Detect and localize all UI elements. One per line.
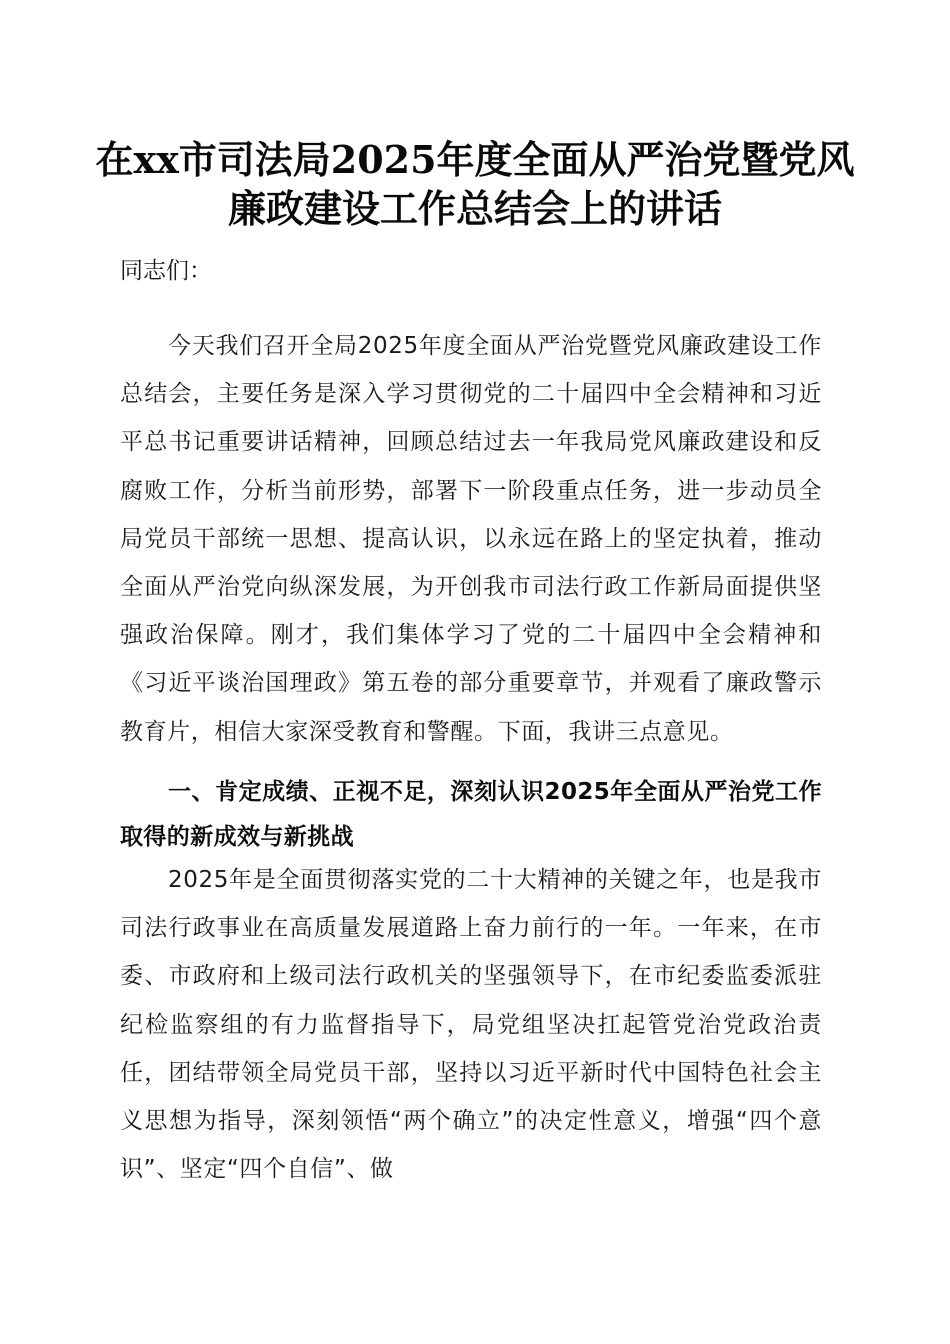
- salutation: 同志们：: [120, 258, 212, 284]
- section-1-paragraph-1: 2025年是全面贯彻落实党的二十大精神的关键之年，也是我市司法行政事业在高质量发展道路上奋力前行的一年。一年来，在市委、市政府和上级司法行政机关的坚强领导下，在市纪委监委派驻纪检监察组的有力监督指导下，局党组坚决扛起管党治党政治责任，团结带领全局党员干部，坚持以习近平新时代中国特色社会主义思想为指导，深刻领悟“两个确立”的决定性意义，增强“四个意识”、坚定“四个自信”、做: [120, 867, 822, 1183]
- section-heading-1: 一、肯定成绩、正视不足，深刻认识2025年全面从严治党工作取得的新成效与新挑战: [120, 779, 822, 850]
- opening-paragraph: 今天我们召开全局2025年度全面从严治党暨党风廉政建设工作总结会，主要任务是深入学习贯彻党的二十届四中全会精神和习近平总书记重要讲话精神，回顾总结过去一年我局党风廉政建设和反腐败工作，分析当前形势，部署下一阶段重点任务，进一步动员全局党员干部统一思想、提高认识，以永远在路上的坚定执着，推动全面从严治党向纵深发展，为开创我市司法行政工作新局面提供坚强政治保障。刚才，我们集体学习了党的二十届四中全会精神和《习近平谈治国理政》第五卷的部分重要章节，并观看了廉政警示教育片，相信大家深受教育和警醒。下面，我讲三点意见。: [120, 333, 822, 745]
- document-title-line-1: 在xx市司法局2025年度全面从严治党暨党风: [95, 137, 855, 182]
- document-title-line-2: 廉政建设工作总结会上的讲话: [227, 186, 722, 231]
